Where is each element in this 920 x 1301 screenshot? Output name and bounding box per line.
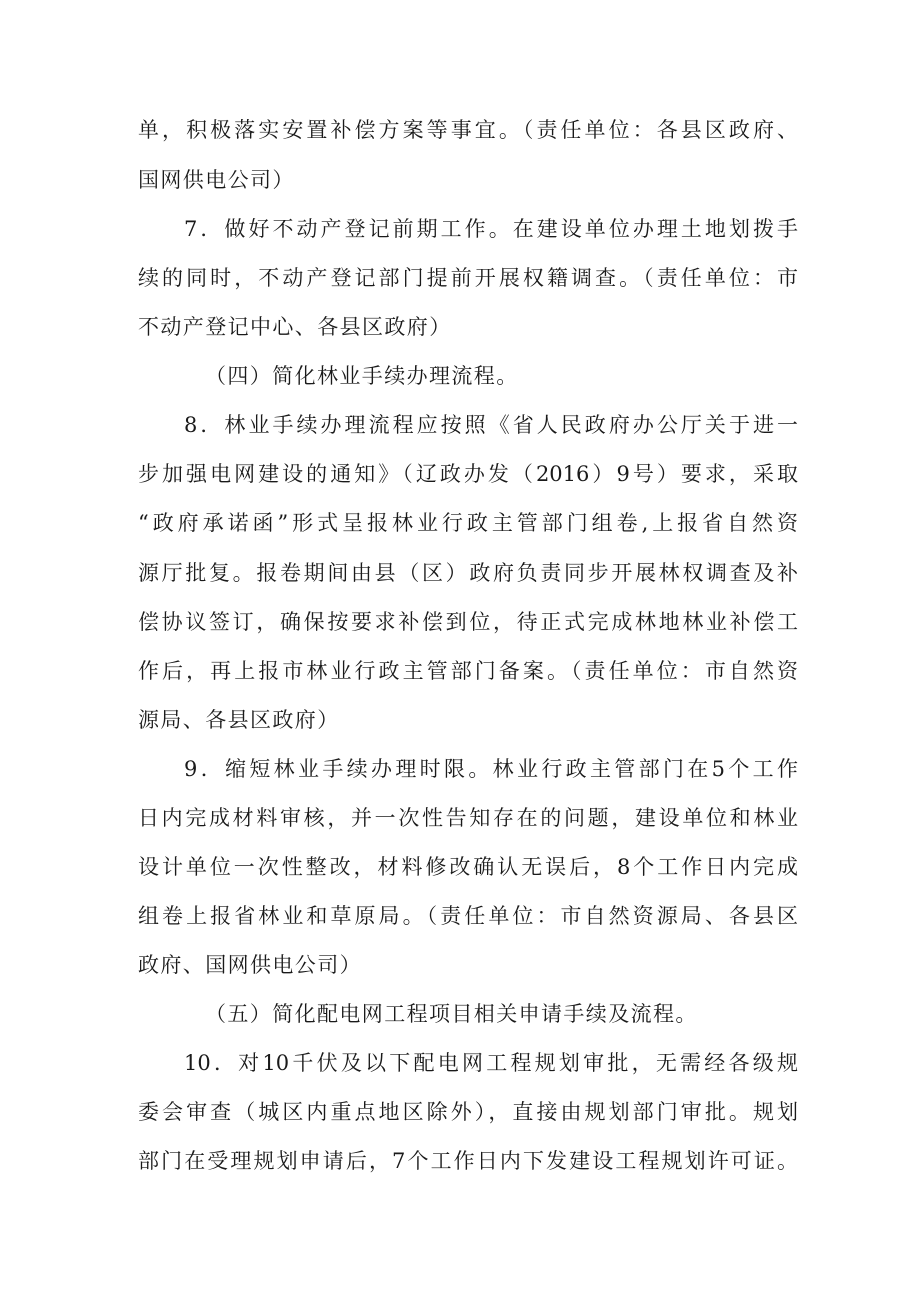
paragraph-9-line: 9．缩短林业手续办理时限。林业行政主管部门在5个工作 [184, 757, 798, 781]
text-line: 不动产登记中心、各县区政府） [138, 315, 452, 339]
text-line: 单，积极落实安置补偿方案等事宜。（责任单位：各县区政府、 [138, 118, 798, 142]
text-line: “政府承诺函”形式呈报林业行政主管部门组卷,上报省自然资 [138, 511, 798, 535]
text-line: 步加强电网建设的通知》（辽政办发（2016）9号）要求，采取 [138, 462, 798, 486]
text-line: 组卷上报省林业和草原局。（责任单位：市自然资源局、各县区 [138, 904, 798, 928]
text-line: 源厅批复。报卷期间由县（区）政府负责同步开展林权调查及补 [138, 561, 798, 585]
section-heading-5: （五）简化配电网工程项目相关申请手续及流程。 [205, 1002, 698, 1026]
text-line: 日内完成材料审核，并一次性告知存在的问题，建设单位和林业 [138, 806, 798, 830]
paragraph-10-line: 10．对10千伏及以下配电网工程规划审批，无需经各级规 [184, 1051, 798, 1075]
text-line: 设计单位一次性整改，材料修改确认无误后，8个工作日内完成 [138, 855, 798, 879]
text-line: 作后，再上报市林业行政主管部门备案。（责任单位：市自然资 [138, 659, 798, 683]
section-heading-4: （四）简化林业手续办理流程。 [205, 364, 519, 388]
text-line: 源局、各县区政府） [138, 708, 340, 732]
text-line: 续的同时，不动产登记部门提前开展权籍调查。（责任单位：市 [138, 266, 798, 290]
paragraph-8-line: 8．林业手续办理流程应按照《省人民政府办公厅关于进一 [184, 413, 798, 437]
text-line: 部门在受理规划申请后，7个工作日内下发建设工程规划许可证。 [138, 1149, 798, 1173]
paragraph-7-line: 7．做好不动产登记前期工作。在建设单位办理土地划拨手 [184, 217, 798, 241]
text-line: 委会审查（城区内重点地区除外），直接由规划部门审批。规划 [138, 1100, 798, 1124]
text-line: 政府、国网供电公司） [138, 953, 362, 977]
text-line: 国网供电公司） [138, 168, 295, 192]
text-line: 偿协议签订，确保按要求补偿到位，待正式完成林地林业补偿工 [138, 610, 798, 634]
